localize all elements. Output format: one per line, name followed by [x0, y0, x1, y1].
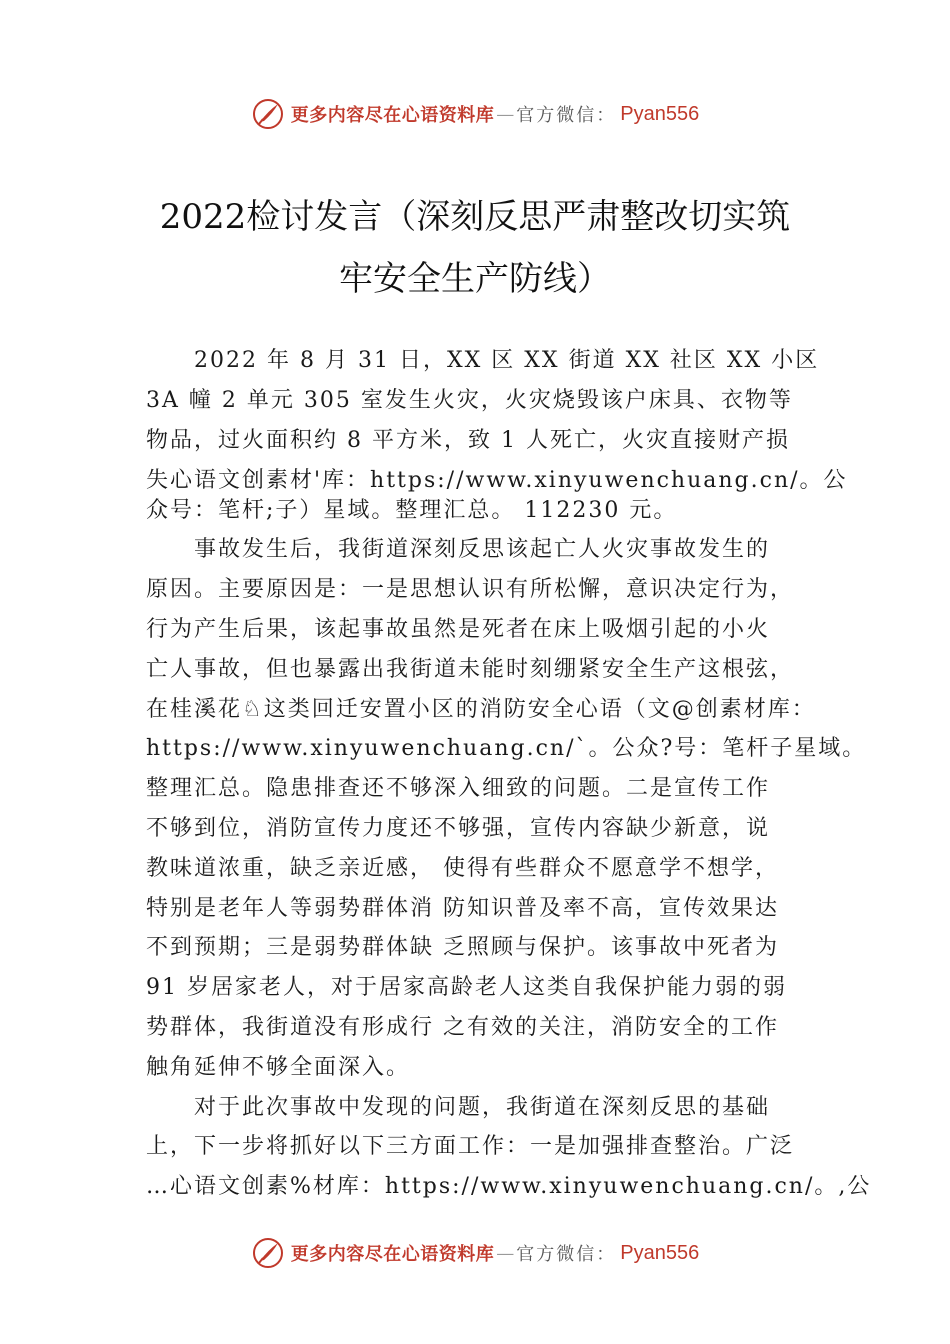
- body-line: 在桂溪花♘这类回迁安置小区的消防安全心语（文@创素材库：: [146, 696, 816, 722]
- body-line: 物品，过火面积约 8 平方米，致 1 人死亡，火灾直接财产损: [146, 427, 790, 453]
- body-line: 原因。主要原因是：一是思想认识有所松懈，意识决定行为，: [146, 577, 795, 603]
- body-line: 教味道浓重，缺乏亲近感， 使得有些群众不愿意学不想学，: [146, 855, 779, 881]
- header-brand-text: 更多内容尽在心语资料库: [290, 105, 495, 126]
- body-line: 不够到位，消防宣传力度还不够强，宣传内容缺少新意，说: [146, 815, 771, 841]
- header-separator: —: [496, 103, 515, 125]
- footer-banner: [0, 1233, 950, 1273]
- document-body: [146, 341, 872, 1207]
- quill-pen-seal-icon: [251, 1236, 285, 1270]
- quill-pen-seal-icon: [251, 97, 285, 131]
- body-line: 事故发生后，我街道深刻反思该起亡人火灾事故发生的: [194, 537, 771, 563]
- body-line: …心语文创素%材库：https://www.xinyuwenchuang.cn/。,公: [146, 1174, 872, 1200]
- body-line: 91 岁居家老人，对于居家高龄老人这类自我保护能力弱的弱: [146, 975, 787, 1001]
- title-line-2: 牢安全生产防线）: [339, 259, 611, 299]
- body-line: 众号：笔杆;子）星域。整理汇总。 112230 元。: [146, 498, 678, 524]
- body-line: 上，下一步将抓好以下三方面工作：一是加强排查整治。广泛: [146, 1134, 795, 1160]
- footer-separator: —: [496, 1242, 515, 1264]
- body-line: 特别是老年人等弱势群体消 防知识普及率不高，宣传效果达: [146, 895, 779, 921]
- body-line: 对于此次事故中发现的问题，我街道在深刻反思的基础: [194, 1094, 771, 1120]
- footer-brand-text: 更多内容尽在心语资料库: [290, 1244, 495, 1265]
- body-line: 不到预期；三是弱势群体缺 乏照顾与保护。该事故中死者为: [146, 935, 779, 961]
- footer-wechat-label: 官方微信：: [516, 1244, 617, 1265]
- body-line: 行为产生后果，该起事故虽然是死者在床上吸烟引起的小火: [146, 616, 771, 642]
- header-wechat-label: 官方微信：: [516, 105, 617, 126]
- body-line: 失心语文创素材'库：https://www.xinyuwenchuang.cn/。公: [146, 468, 848, 494]
- body-line: 触角延伸不够全面深入。: [146, 1054, 411, 1080]
- document-title: [130, 186, 820, 310]
- body-line: https://www.xinyuwenchuang.cn/`。公众?号：笔杆子星域。: [146, 736, 867, 762]
- body-line: 势群体，我街道没有形成行 之有效的关注，消防安全的工作: [146, 1014, 779, 1040]
- header-banner: [0, 94, 950, 134]
- body-line: 整理汇总。隐患排查还不够深入细致的问题。二是宣传工作: [146, 776, 771, 802]
- title-line-1: 2022检讨发言（深刻反思严肃整改切实筑: [159, 197, 791, 237]
- body-line: 亡人事故，但也暴露出我街道未能时刻绷紧安全生产这根弦，: [146, 656, 795, 682]
- header-wechat-id: Pyan556: [620, 102, 700, 125]
- footer-wechat-id: Pyan556: [620, 1241, 700, 1264]
- body-line: 3A 幢 2 单元 305 室发生火灾，火灾烧毁该户床具、衣物等: [146, 387, 793, 413]
- body-line: 2022 年 8 月 31 日，XX 区 XX 街道 XX 社区 XX 小区: [194, 348, 820, 373]
